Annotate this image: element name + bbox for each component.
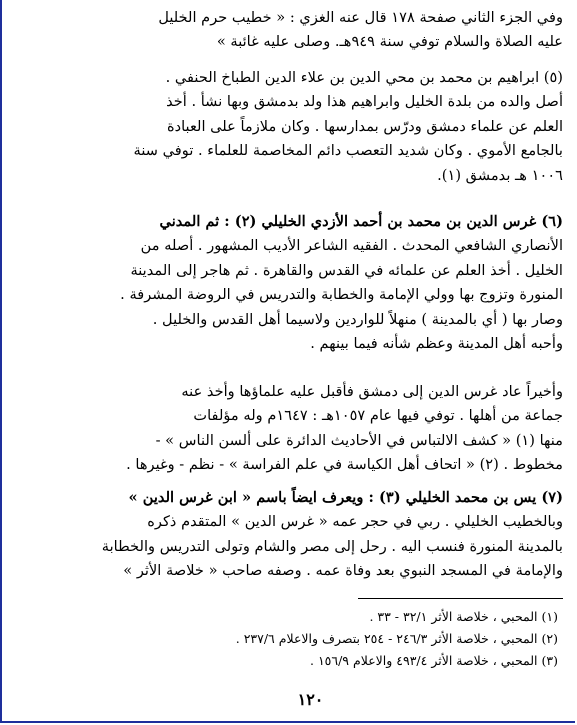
- text-line: وفي الجزء الثاني صفحة ١٧٨ قال عنه الغزي : « خطيب حرم الخليل: [158, 9, 563, 26]
- entry-6-paragraph: [58, 210, 563, 356]
- text-line: الأنصاري الشافعي المحدث . الفقيه الشاعر الأديب المشهور . أصله من: [140, 237, 563, 255]
- text-line: بالجامع الأموي . وكان شديد التعصب دائم المخاصمة للعلماء . توفي سنة: [133, 142, 563, 160]
- text-line: والإمامة في المسجد النبوي بعد وفاة عمه . وصفه صاحب « خلاصة الأثر »: [123, 562, 563, 580]
- text-line: بالمدينة المنورة فنسب اليه . رحل إلى مصر والشام وتولى التدريس والخطابة: [101, 537, 563, 555]
- text-line: جماعة من أهلها . توفي فيها عام ١٠٥٧هـ : ١٦٤٧م وله مؤلفات: [193, 407, 563, 425]
- text-line: عليه الصلاة والسلام توفي سنة ٩٤٩هـ. وصلى عليه غائبة »: [216, 33, 563, 51]
- text-line: (٥) ابراهيم بن محمد بن محي الدين بن علاء الدين الطباخ الحنفي .: [165, 69, 563, 86]
- page-number: ١٢٠: [297, 690, 324, 709]
- text-line: وصار بها ( أي بالمدينة ) منهلاً للواردين ولاسيما أهل القدس والخليل .: [152, 310, 563, 328]
- text-line: منها (١) « كشف الالتباس في الأحاديث الدائرة على ألسن الناس » -: [155, 431, 563, 449]
- footnote-2: (٢) المحبي ، خلاصة الأثر ٢٤٦/٣ - ٢٥٤ بتصرف والاعلام ٢٣٧/٦ .: [235, 631, 558, 646]
- text-line: الخليل . أخذ العلم عن علمائه في القدس والقاهرة . ثم هاجر إلى المدينة: [130, 261, 563, 279]
- text-line: مخطوط . (٢) « اتحاف أهل الكياسة في علم الفراسة » - نظم - وغيرها .: [126, 456, 563, 474]
- entry-7-heading-line: (٧) يس بن محمد الخليلي (٣) : ويعرف ايضاً باسم « ابن غرس الدين »: [128, 489, 563, 506]
- text-line: المنورة وتزوج بها وولي الإمامة والخطابة والتدريس في الروضة المشرفة .: [120, 286, 563, 304]
- intro-paragraph: [58, 6, 563, 55]
- document-page: [58, 6, 563, 721]
- text-line: العلم عن علماء دمشق ودرّس بمدارسها . وكان ملازماً على العبادة: [166, 117, 563, 135]
- text-line: وأخيراً عاد غرس الدين إلى دمشق فأقبل عليه علماؤها وأخذ عنه: [181, 383, 563, 400]
- entry-6-continuation-paragraph: [58, 380, 563, 478]
- footnote-separator: [358, 598, 563, 599]
- entry-5-paragraph: [58, 66, 563, 188]
- footnote-3: (٣) المحبي ، خلاصة الأثر ٤٩٣/٤ والاعلام ١٥٦/٩ .: [310, 653, 558, 668]
- entry-7-paragraph: [58, 486, 563, 584]
- text-line: أصل والده من بلدة الخليل وابراهيم هذا ولد بدمشق وبها نشأ . أخذ: [166, 93, 563, 111]
- text-line: ١٠٠٦ هـ بدمشق (١).: [437, 166, 563, 184]
- text-line: وبالخطيب الخليلي . ربي في حجر عمه « غرس الدين » المتقدم ذكره: [147, 513, 563, 531]
- entry-6-heading-line: (٦) غرس الدين بن محمد بن أحمد الأزدي الخليلي (٢) : ثم المدني: [159, 213, 563, 230]
- text-line: وأحبه أهل المدينة وعظم شأنه فيما بينهم .: [310, 335, 563, 353]
- footnote-1: (١) المحبي ، خلاصة الأثر ٣٢/١ - ٣٣ .: [369, 609, 558, 624]
